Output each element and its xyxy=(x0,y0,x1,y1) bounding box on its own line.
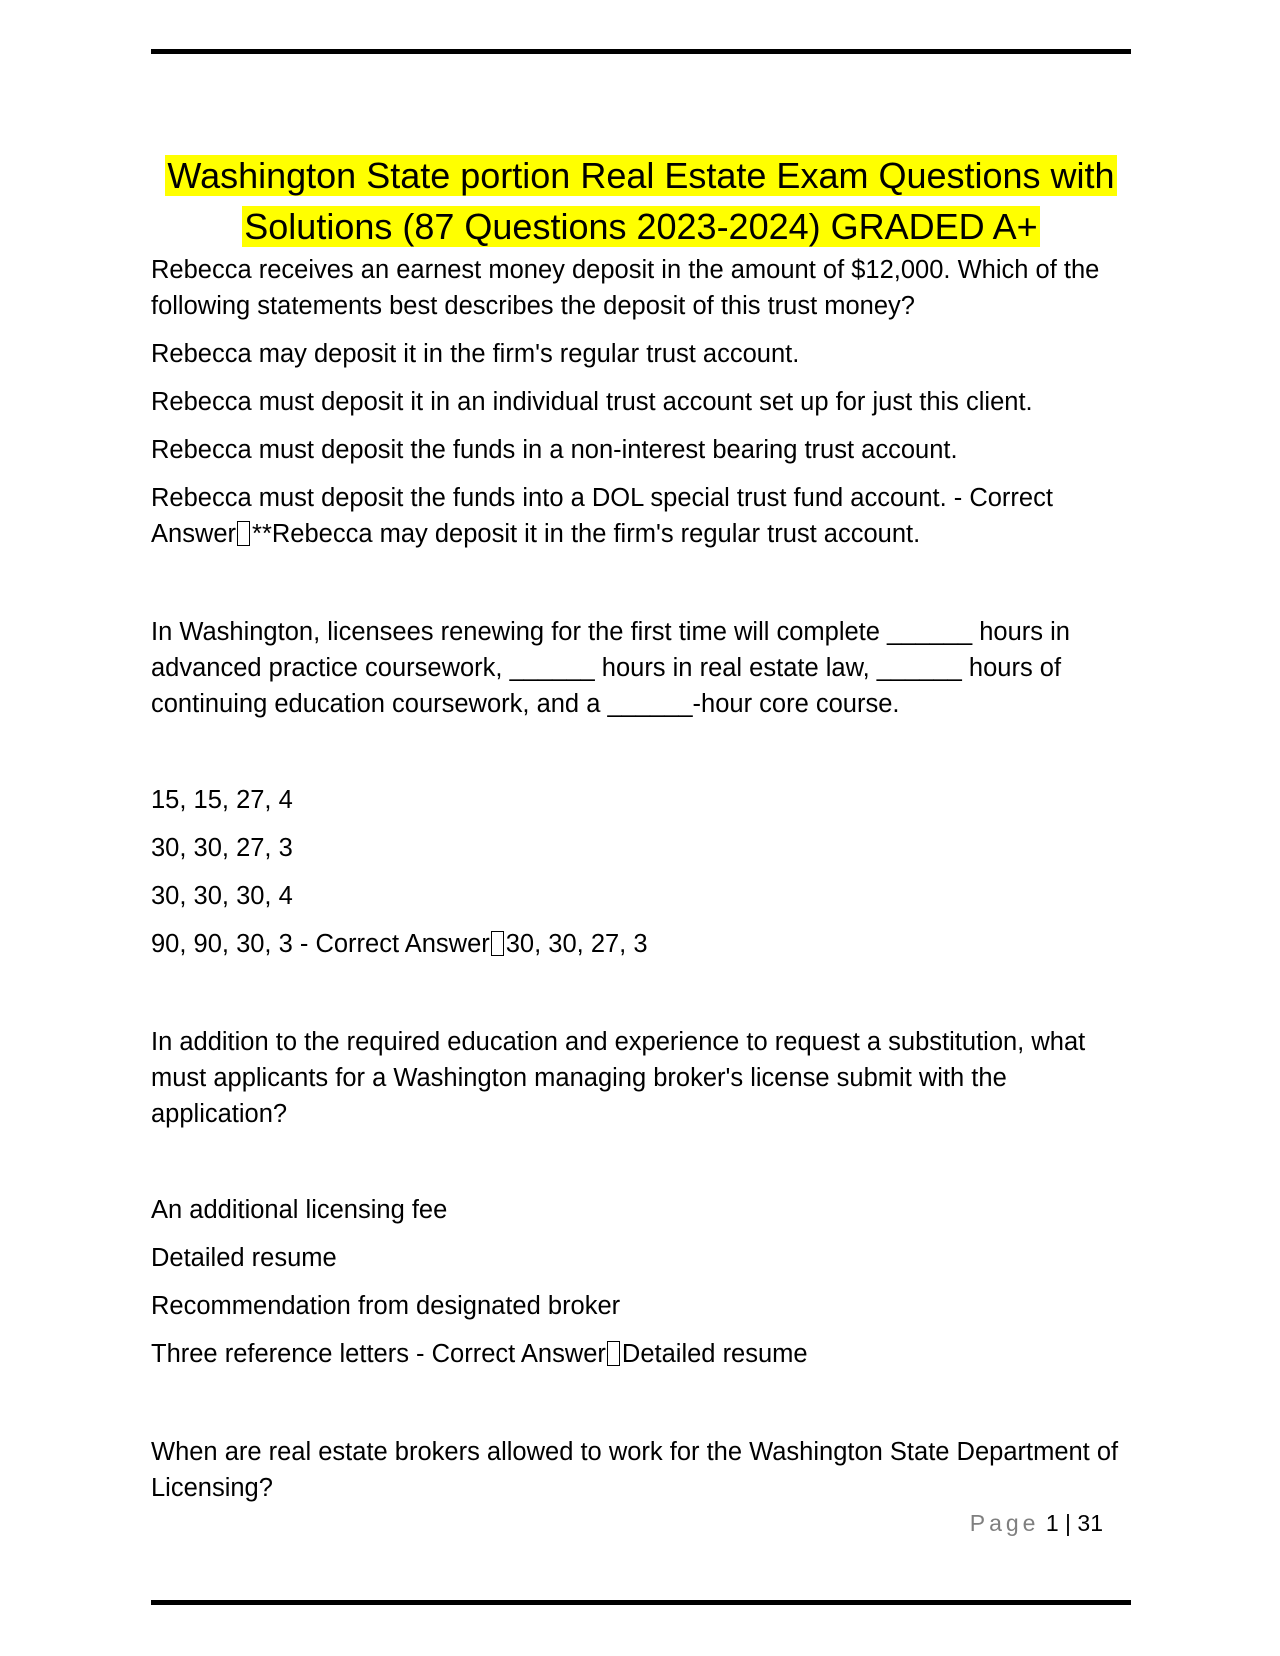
answer-option: 30, 30, 30, 4 xyxy=(151,882,293,910)
correct-answer: **Rebecca may deposit it in the firm's regular trust account. xyxy=(252,520,921,548)
question-prompt: When are real estate brokers allowed to work for the Washington State Department of Licensing? xyxy=(151,1438,1119,1502)
answer-option: 15, 15, 27, 4 xyxy=(151,786,293,814)
page-footer xyxy=(970,1510,1103,1537)
correct-answer: Detailed resume xyxy=(621,1340,808,1368)
question-prompt: Rebecca receives an earnest money deposit in the amount of $12,000. Which of the following statements best describes the deposit of this trust money? xyxy=(151,256,1100,320)
document-body xyxy=(151,252,1131,1518)
answer-option-text: 90, 90, 30, 3 - Correct Answer xyxy=(151,930,490,958)
header-rule xyxy=(151,49,1131,54)
footer-rule xyxy=(151,1600,1131,1605)
spacer xyxy=(151,974,1131,1024)
answer-option: Detailed resume xyxy=(151,1244,337,1272)
missing-glyph-icon xyxy=(237,521,250,546)
page-separator: | xyxy=(1065,1510,1072,1536)
document-title: Washington State portion Real Estate Exam Questions with Solutions (87 Questions 2023-2024) GRADED A+ xyxy=(167,155,1115,247)
answer-option: Rebecca must deposit it in an individual trust account set up for just this client. xyxy=(151,388,1033,416)
answer-option-with-answer xyxy=(151,1336,1131,1372)
question-prompt: In Washington, licensees renewing for the first time will complete ______ hours in advanced practice coursework, ______ hours in real estate law, ______ hours of continuing education coursework, and a ______-hour core course. xyxy=(151,618,1070,718)
answer-option-with-answer xyxy=(151,480,1131,552)
question-prompt: In addition to the required education and experience to request a substitution, what must applicants for a Washington managing broker's license submit with the application? xyxy=(151,1028,1086,1128)
current-page-number: 1 xyxy=(1045,1510,1059,1536)
answer-option: Rebecca must deposit the funds in a non-interest bearing trust account. xyxy=(151,436,958,464)
spacer xyxy=(151,564,1131,614)
answer-option: An additional licensing fee xyxy=(151,1196,448,1224)
missing-glyph-icon xyxy=(491,931,504,956)
spacer xyxy=(151,1144,1131,1192)
title-block xyxy=(151,150,1131,252)
page-label: Page xyxy=(969,1510,1040,1536)
answer-option-text: Rebecca must deposit the funds into a DOL special trust fund account. - Correct Answer xyxy=(151,484,1053,548)
answer-option: Rebecca may deposit it in the firm's regular trust account. xyxy=(151,340,800,368)
answer-option-with-answer xyxy=(151,926,1131,962)
answer-option: Recommendation from designated broker xyxy=(151,1292,621,1320)
answer-option: 30, 30, 27, 3 xyxy=(151,834,293,862)
spacer xyxy=(151,734,1131,782)
missing-glyph-icon xyxy=(607,1341,620,1366)
total-pages: 31 xyxy=(1077,1510,1103,1536)
answer-option-text: Three reference letters - Correct Answer xyxy=(151,1340,606,1368)
correct-answer: 30, 30, 27, 3 xyxy=(505,930,648,958)
spacer xyxy=(151,1384,1131,1434)
